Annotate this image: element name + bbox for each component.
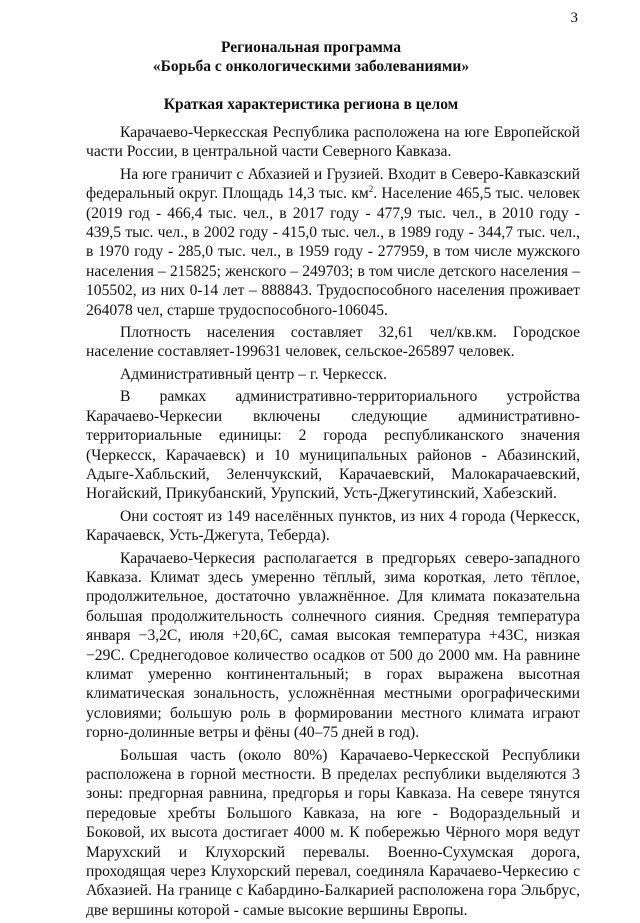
paragraph-population-text-end: . Население 465,5 тыс. человек (2019 год - 466,4 тыс. чел., в 2017 году - 477,9 тыс. чел., в 2010 году - 439,5 тыс. чел., в 2002 году - 415,0 тыс. чел., в 1989 году - 344,7 тыс. чел., в 1970 году - 285,0 тыс. чел., в 1959 году - 277959, в том числе мужского населения – 215825; женского – 249703; в том числе детского населения – 105502, из них 0-14 лет – 888843. Трудоспособного населения проживает 264078 чел, старше трудоспособного-106045. [86, 185, 580, 319]
page-number: 3 [570, 10, 578, 26]
paragraph-admin-center: Административный центр – г. Черкесск. [120, 365, 388, 383]
paragraph-population-text-start: На юге граничит с Абхазией и Грузией. Входит в Северо-Кавказский федеральный округ. Площадь 14,3 тыс. км [86, 165, 580, 203]
program-title-line-1: Региональная программа [221, 39, 401, 56]
paragraph-population [86, 165, 580, 320]
section-title: Краткая характеристика региона в целом [163, 96, 459, 113]
paragraph-location: Карачаево-Черкесская Республика расположена на юге Европейской части России, в центральной части Северного Кавказа. [86, 124, 580, 161]
document-body [86, 123, 580, 923]
paragraph-climate: Карачаево-Черкесия располагается в предгорьях северо-западного Кавказа. Климат здесь умеренно тёплый, зима короткая, лето тёплое, продолжительное, достаточно увлажнённое. Для климата показательна большая продолжительность солнечного сияния. Средняя температура января −3,2С, июля +20,6С, самая высокая температура +43С, низкая −29С. Среднегодовое количество осадков от 500 до 2000 мм. На равнине климат умеренно континентальный; в горах выражена высотная климатическая зональность, усложнённая местными орографическими условиями; большую роль в формировании местного климата играют горно-долинные ветры и фёны (40–75 дней в год). [86, 549, 580, 742]
paragraph-admin-division: В рамках административно-территориального устройства Карачаево-Черкесии включены следующие административно-территориальные единицы: 2 города республиканского значения (Черкесск, Карачаевск) и 10 муниципальных районов - Абазинский, Адыге-Хабльский, Зеленчукский, Карачаевский, Малокарачаевский, Ногайский, Прикубанский, Урупский, Усть-Джегутинский, Хабезский. [86, 388, 580, 503]
program-title [86, 38, 536, 76]
paragraph-density: Плотность населения составляет 32,61 чел/кв.км. Городское население составляет-199631 человек, сельское-265897 человек. [86, 324, 580, 361]
area-unit-superscript: 2 [368, 184, 374, 195]
paragraph-relief: Большая часть (около 80%) Карачаево-Черкесской Республики расположена в горной местности. В пределах республики выделяются 3 зоны: предгорная равнина, предгорья и горы Кавказа. На севере тянутся передовые хребты Большого Кавказа, на юге - Водораздельный и Боковой, их высота достигает 4000 м. К побережью Чёрного моря ведут Марухский и Клухорский перевалы. Военно-Сухумская дорога, проходящая через Клухорский перевал, соединяла Карачаево-Черкесию с Абхазией. На границе с Кабардино-Балкарией расположена гора Эльбрус, две вершины которой - самые высокие вершины Европы. [86, 746, 580, 919]
program-title-line-2: «Борьба с онкологическими заболеваниями» [152, 58, 470, 75]
paragraph-settlements: Они состоят из 149 населённых пунктов, из них 4 города (Черкесск, Карачаевск, Усть-Джегута, Теберда). [86, 507, 580, 545]
